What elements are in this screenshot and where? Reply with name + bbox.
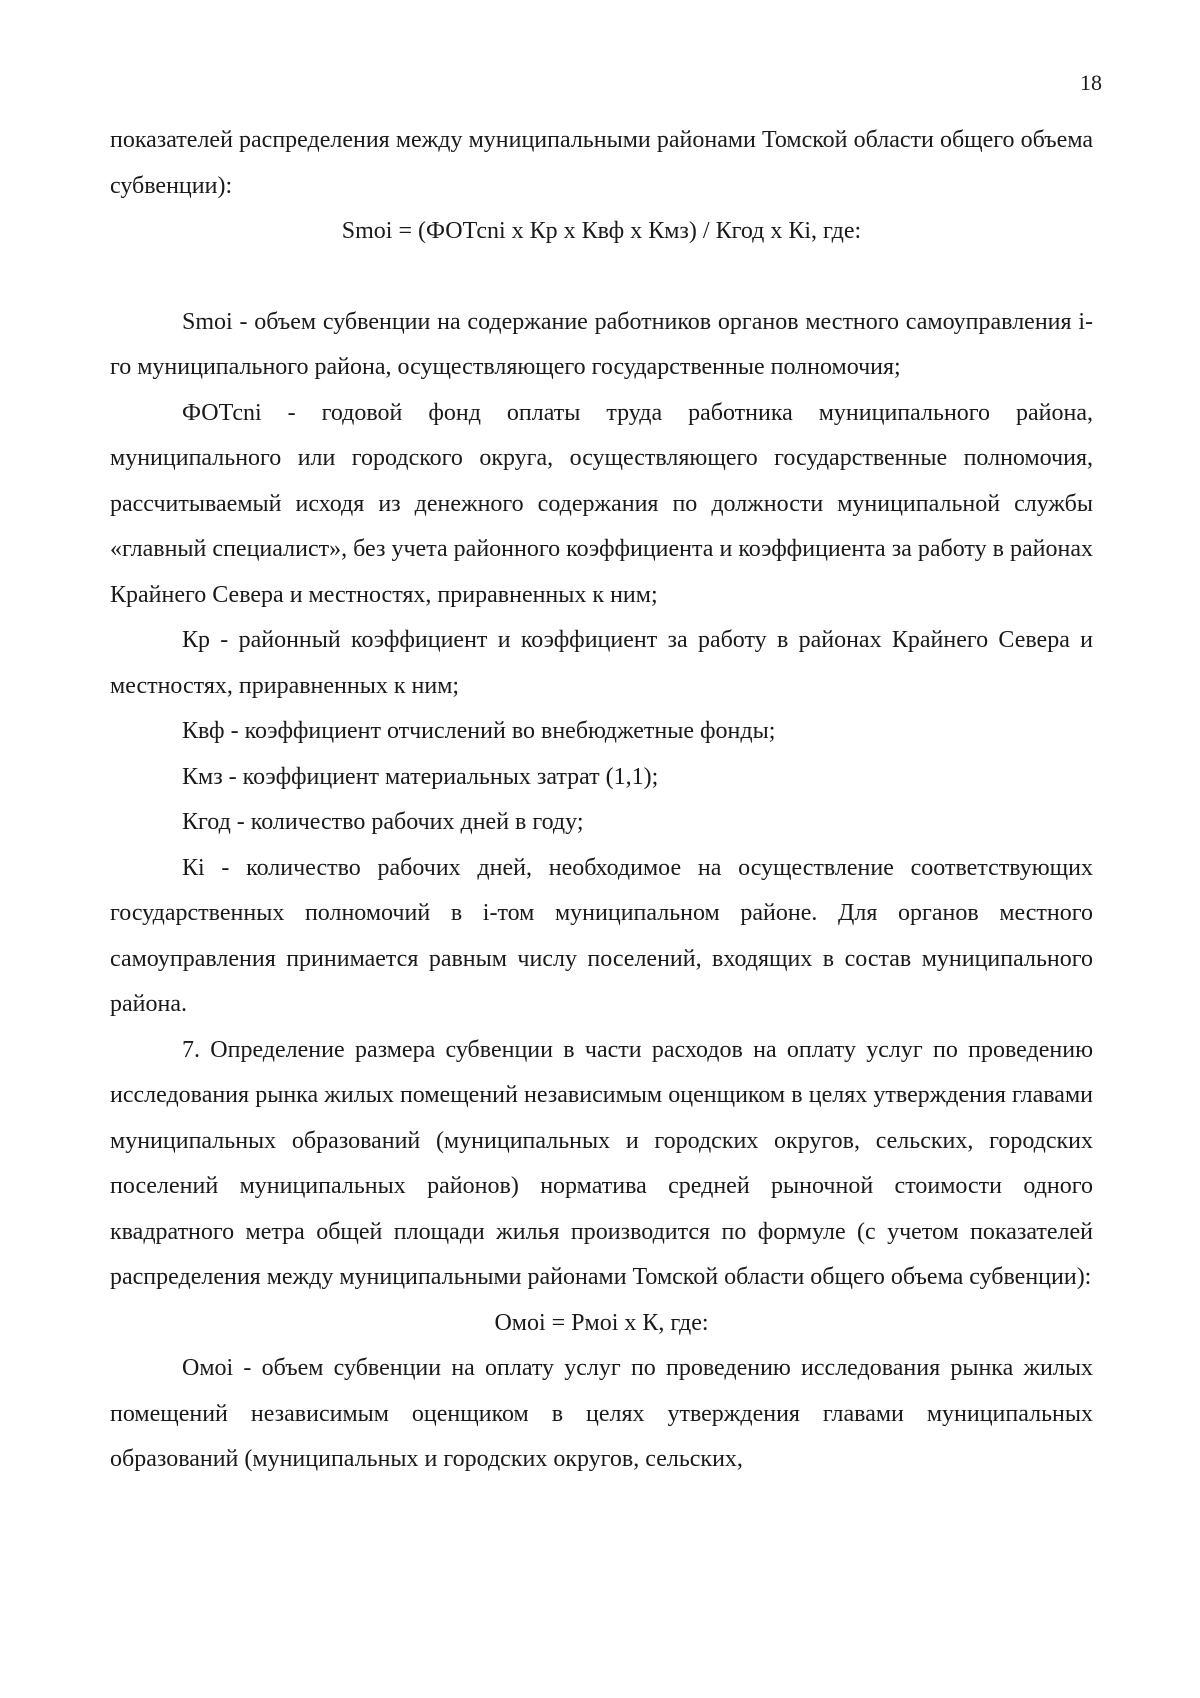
section-7-paragraph: 7. Определение размера субвенции в части расходов на оплату услуг по проведению исследования рынка жилых помещений независимым оценщиком в целях утверждения главами муниципальных образований (муниципальных и городских округов, сельских, городских поселений муниципальных районов) норматива средней рыночной стоимости одного квадратного метра общей площади жилья производится по формуле (с учетом показателей распределения между муниципальными районами Томской области общего объема субвенции): xyxy=(110,1036,1093,1290)
definition-ki: Кi - количество рабочих дней, необходимое на осуществление соответствующих государственных полномочий в i-том муниципальном районе. Для органов местного самоуправления принимается равным числу поселений, входящих в состав муниципального района. xyxy=(110,854,1093,1017)
page-number: 18 xyxy=(1080,70,1102,95)
formula-omoi: Омоi = Рмоi х К, где: xyxy=(494,1309,709,1336)
definition-omoi: Омоi - объем субвенции на оплату услуг по проведению исследования рынка жилых помещений независимым оценщиком в целях утверждения главами муниципальных образований (муниципальных и городских округов, сельских, xyxy=(110,1355,1093,1472)
blank-line xyxy=(110,255,1093,300)
definition-kmz: Кмз - коэффициент материальных затрат (1,1); xyxy=(182,763,659,790)
definition-kgod: Кгод - количество рабочих дней в году; xyxy=(182,809,584,835)
paragraph-continuation: показателей распределения между муниципальными районами Томской области общего объема субвенции): xyxy=(110,127,1093,199)
definition-kr: Кр - районный коэффициент и коэффициент за работу в районах Крайнего Севера и местностях, приравненных к ним; xyxy=(110,627,1093,699)
definition-kvf: Квф - коэффициент отчислений во внебюджетные фонды; xyxy=(182,718,776,744)
definition-fotsni: ФОТсni - годовой фонд оплаты труда работника муниципального района, муниципального или городского округа, осуществляющего государственные полномочия, рассчитываемый исходя из денежного содержания по должности муниципальной службы «главный специалист», без учета районного коэффициента и коэффициента за работу в районах Крайнего Севера и местностях, приравненных к ним; xyxy=(110,399,1093,608)
document-body xyxy=(110,118,1093,1483)
definition-smoi: Smoi - объем субвенции на содержание работников органов местного самоуправления i-го муниципального района, осуществляющего государственные полномочия; xyxy=(110,308,1093,380)
formula-smoi: Smoi = (ФОТсni х Кр х Квф х Кмз) / Кгод х Кi, где: xyxy=(341,218,862,244)
